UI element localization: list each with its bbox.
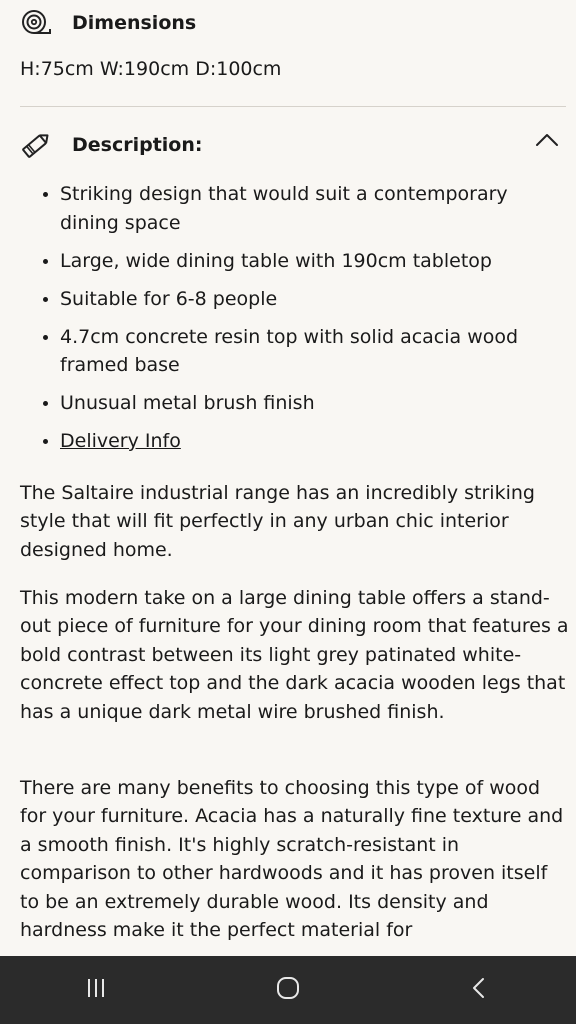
recent-apps-icon [84,976,108,1004]
pencil-icon [20,129,52,161]
delivery-info-link[interactable]: Delivery Info [60,430,181,452]
description-paragraph: The Saltaire industrial range has an incredibly striking style that will fit perfectly in any urban chic interior designed home. [20,482,535,561]
description-bullets [44,180,570,465]
home-button[interactable] [248,960,328,1020]
description-title: Description: [72,134,203,156]
description-paragraph: This modern take on a large dining table offers a stand-out piece of furniture for your dining room that features a bold contrast between its light grey patinated white-concrete effect top and the dark acacia wooden legs that has a unique dark metal wire brushed finish. [20,587,569,723]
home-icon [275,975,301,1005]
description-header[interactable] [20,129,203,161]
bullet-item: • Unusual metal brush finish [60,389,570,418]
back-icon [468,976,492,1004]
chevron-up-icon[interactable] [532,126,562,156]
dimensions-value: H:75cm W:190cm D:100cm [20,58,282,80]
recent-apps-button[interactable] [56,960,136,1020]
dimensions-title: Dimensions [72,12,197,34]
bullet-item: • 4.7cm concrete resin top with solid acacia wood framed base [60,323,570,380]
dimensions-header [20,7,196,39]
system-navigation-bar [0,956,576,1024]
bullet-item: • Large, wide dining table with 190cm tabletop [60,247,570,276]
description-paragraph: There are many benefits to choosing this type of wood for your furniture. Acacia has a naturally fine texture and a smooth finish. It's highly scratch-resistant in comparison to other hardwoods and it has proven itself to be an extremely durable wood. Its density and hardness make it the perfect material for [20,777,564,942]
back-button[interactable] [440,960,520,1020]
bullet-item: • Suitable for 6-8 people [60,285,570,314]
bullet-item-delivery [60,427,570,456]
tape-measure-icon [20,7,52,39]
bullet-item: • Striking design that would suit a contemporary dining space [60,180,570,237]
section-divider [20,106,566,107]
